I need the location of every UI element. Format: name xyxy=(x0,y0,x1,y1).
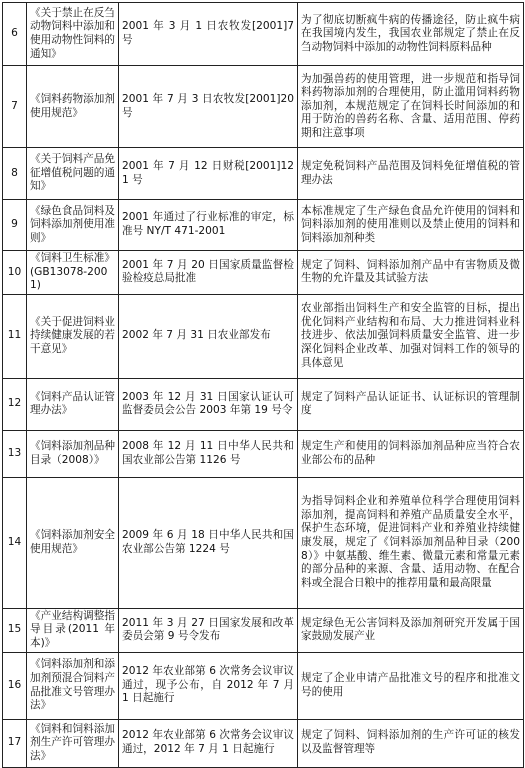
table-row xyxy=(3,719,524,767)
row-number: 7 xyxy=(3,66,27,148)
table-row xyxy=(3,294,524,378)
row-number: 13 xyxy=(3,430,27,477)
issuance-info: 2001 年 3 月 1 日农牧发[2001]7 号 xyxy=(119,3,298,66)
issuance-info: 2003 年 12 月 31 日国家认证认可监督委员会公告 2003 年第 19 号令 xyxy=(119,378,298,430)
row-number: 15 xyxy=(3,608,27,652)
regulation-name: 《饲料药物添加剂使用规范》 xyxy=(27,66,119,148)
issuance-info: 2012 年农业部第 6 次常务会议审议通过，现予公布，自 2012 年 7 月 1 日起施行 xyxy=(119,652,298,719)
issuance-info: 2001 年 7 月 3 日农牧发[2001]20 号 xyxy=(119,66,298,148)
row-number: 6 xyxy=(3,3,27,66)
table-row xyxy=(3,652,524,719)
table-row xyxy=(3,251,524,295)
regulation-name: 《产业结构调整指导目录(2011 年本)》 xyxy=(27,608,119,652)
regulation-summary: 规定免税饲料产品范围及饲料免征增值税的管理办法 xyxy=(298,148,524,200)
regulation-summary: 规定生产和使用的饲料添加剂品种应当符合农业部公布的品种 xyxy=(298,430,524,477)
issuance-info: 2008 年 12 月 11 日中华人民共和国农业部公告第 1126 号 xyxy=(119,430,298,477)
issuance-info: 2009 年 6 月 18 日中华人民共和国农业部公告第 1224 号 xyxy=(119,477,298,608)
regulation-summary: 为指导饲料企业和养殖单位科学合理使用饲料添加剂，提高饲料和养殖产品质量安全水平，保护生态环境，促进饲料产业和养殖业持续健康发展，规定了《饲料添加剂品种目录（2008）》中氨基酸、维生素、微量元素和常量元素的部分品种的来源、含量、适用动物、在配合料或全混合日粮中的推荐用量和最高限量 xyxy=(298,477,524,608)
issuance-info: 2012 年农业部第 6 次常务会议审议通过，2012 年 7 月 1 日起施行 xyxy=(119,719,298,767)
regulation-name: 《关于禁止在反刍动物饲料中添加和使用动物性饲料的通知》 xyxy=(27,3,119,66)
regulation-summary: 规定绿色无公害饲料及添加剂研究开发属于国家鼓励发展产业 xyxy=(298,608,524,652)
regulation-name: 《关于促进饲料业持续健康发展的若干意见》 xyxy=(27,294,119,378)
regulation-summary: 为加强兽药的使用管理，进一步规范和指导饲料药物添加剂的合理使用，防止滥用饲料药物添加剂，本规范规定了在饲料长时间添加的和用于防治的兽药名称、含量、适用范围、停药期和注意事项 xyxy=(298,66,524,148)
regulation-name: 《绿色食品饲料及饲料添加剂使用准则》 xyxy=(27,200,119,251)
row-number: 10 xyxy=(3,251,27,295)
regulation-name: 《饲料添加剂安全使用规范》 xyxy=(27,477,119,608)
table-row xyxy=(3,477,524,608)
table-row xyxy=(3,430,524,477)
regulation-name: 《饲料和饲料添加剂生产许可管理办法》 xyxy=(27,719,119,767)
regulation-summary: 规定了饲料、饲料添加剂产品中有害物质及微生物的允许量及其试验方法 xyxy=(298,251,524,295)
row-number: 16 xyxy=(3,652,27,719)
row-number: 9 xyxy=(3,200,27,251)
regulation-summary: 本标准规定了生产绿色食品允许使用的饲料和饲料添加剂的使用准则以及禁止使用的饲料和饲料添加剂种类 xyxy=(298,200,524,251)
row-number: 11 xyxy=(3,294,27,378)
table-row xyxy=(3,148,524,200)
issuance-info: 2002 年 7 月 31 日农业部发布 xyxy=(119,294,298,378)
row-number: 14 xyxy=(3,477,27,608)
table-row xyxy=(3,66,524,148)
regulation-name: 《饲料产品认证管理办法》 xyxy=(27,378,119,430)
issuance-info: 2001 年通过了行业标准的审定，标准号 NY/T 471-2001 xyxy=(119,200,298,251)
regulation-summary: 规定了饲料产品认证证书、认证标识的管理制度 xyxy=(298,378,524,430)
row-number: 12 xyxy=(3,378,27,430)
row-number: 17 xyxy=(3,719,27,767)
table-row xyxy=(3,3,524,66)
regulations-table xyxy=(2,2,524,768)
issuance-info: 2001 年 7 月 12 日财税[2001]121 号 xyxy=(119,148,298,200)
regulation-name: 《饲料卫生标准》(GB13078-2001) xyxy=(27,251,119,295)
issuance-info: 2001 年 7 月 20 日国家质量监督检验检疫总局批准 xyxy=(119,251,298,295)
table-row xyxy=(3,200,524,251)
table-row xyxy=(3,378,524,430)
regulation-name: 《饲料添加剂品种目录（2008）》 xyxy=(27,430,119,477)
regulation-summary: 规定了企业申请产品批准文号的程序和批准文号的使用 xyxy=(298,652,524,719)
table-row xyxy=(3,608,524,652)
regulation-name: 《饲料添加剂和添加剂预混合饲料产品批准文号管理办法》 xyxy=(27,652,119,719)
regulation-summary: 农业部指出饲料生产和安全监管的目标，提出优化饲料产业结构和布局、大力推进饲料业科技进步、依法加强饲料质量安全监管、进一步深化饲料企业改革、加强对饲料工作的领导的具体意见 xyxy=(298,294,524,378)
regulation-name: 《关于饲料产品免征增值税问题的通知》 xyxy=(27,148,119,200)
issuance-info: 2011 年 3 月 27 日国家发展和改革委员会第 9 号令发布 xyxy=(119,608,298,652)
row-number: 8 xyxy=(3,148,27,200)
regulation-summary: 规定了饲料、饲料添加剂的生产许可证的核发以及监督管理等 xyxy=(298,719,524,767)
regulation-summary: 为了彻底切断疯牛病的传播途径，防止疯牛病在我国境内发生，我国农业部规定了禁止在反刍动物饲料中添加的动物性饲料原料品种 xyxy=(298,3,524,66)
